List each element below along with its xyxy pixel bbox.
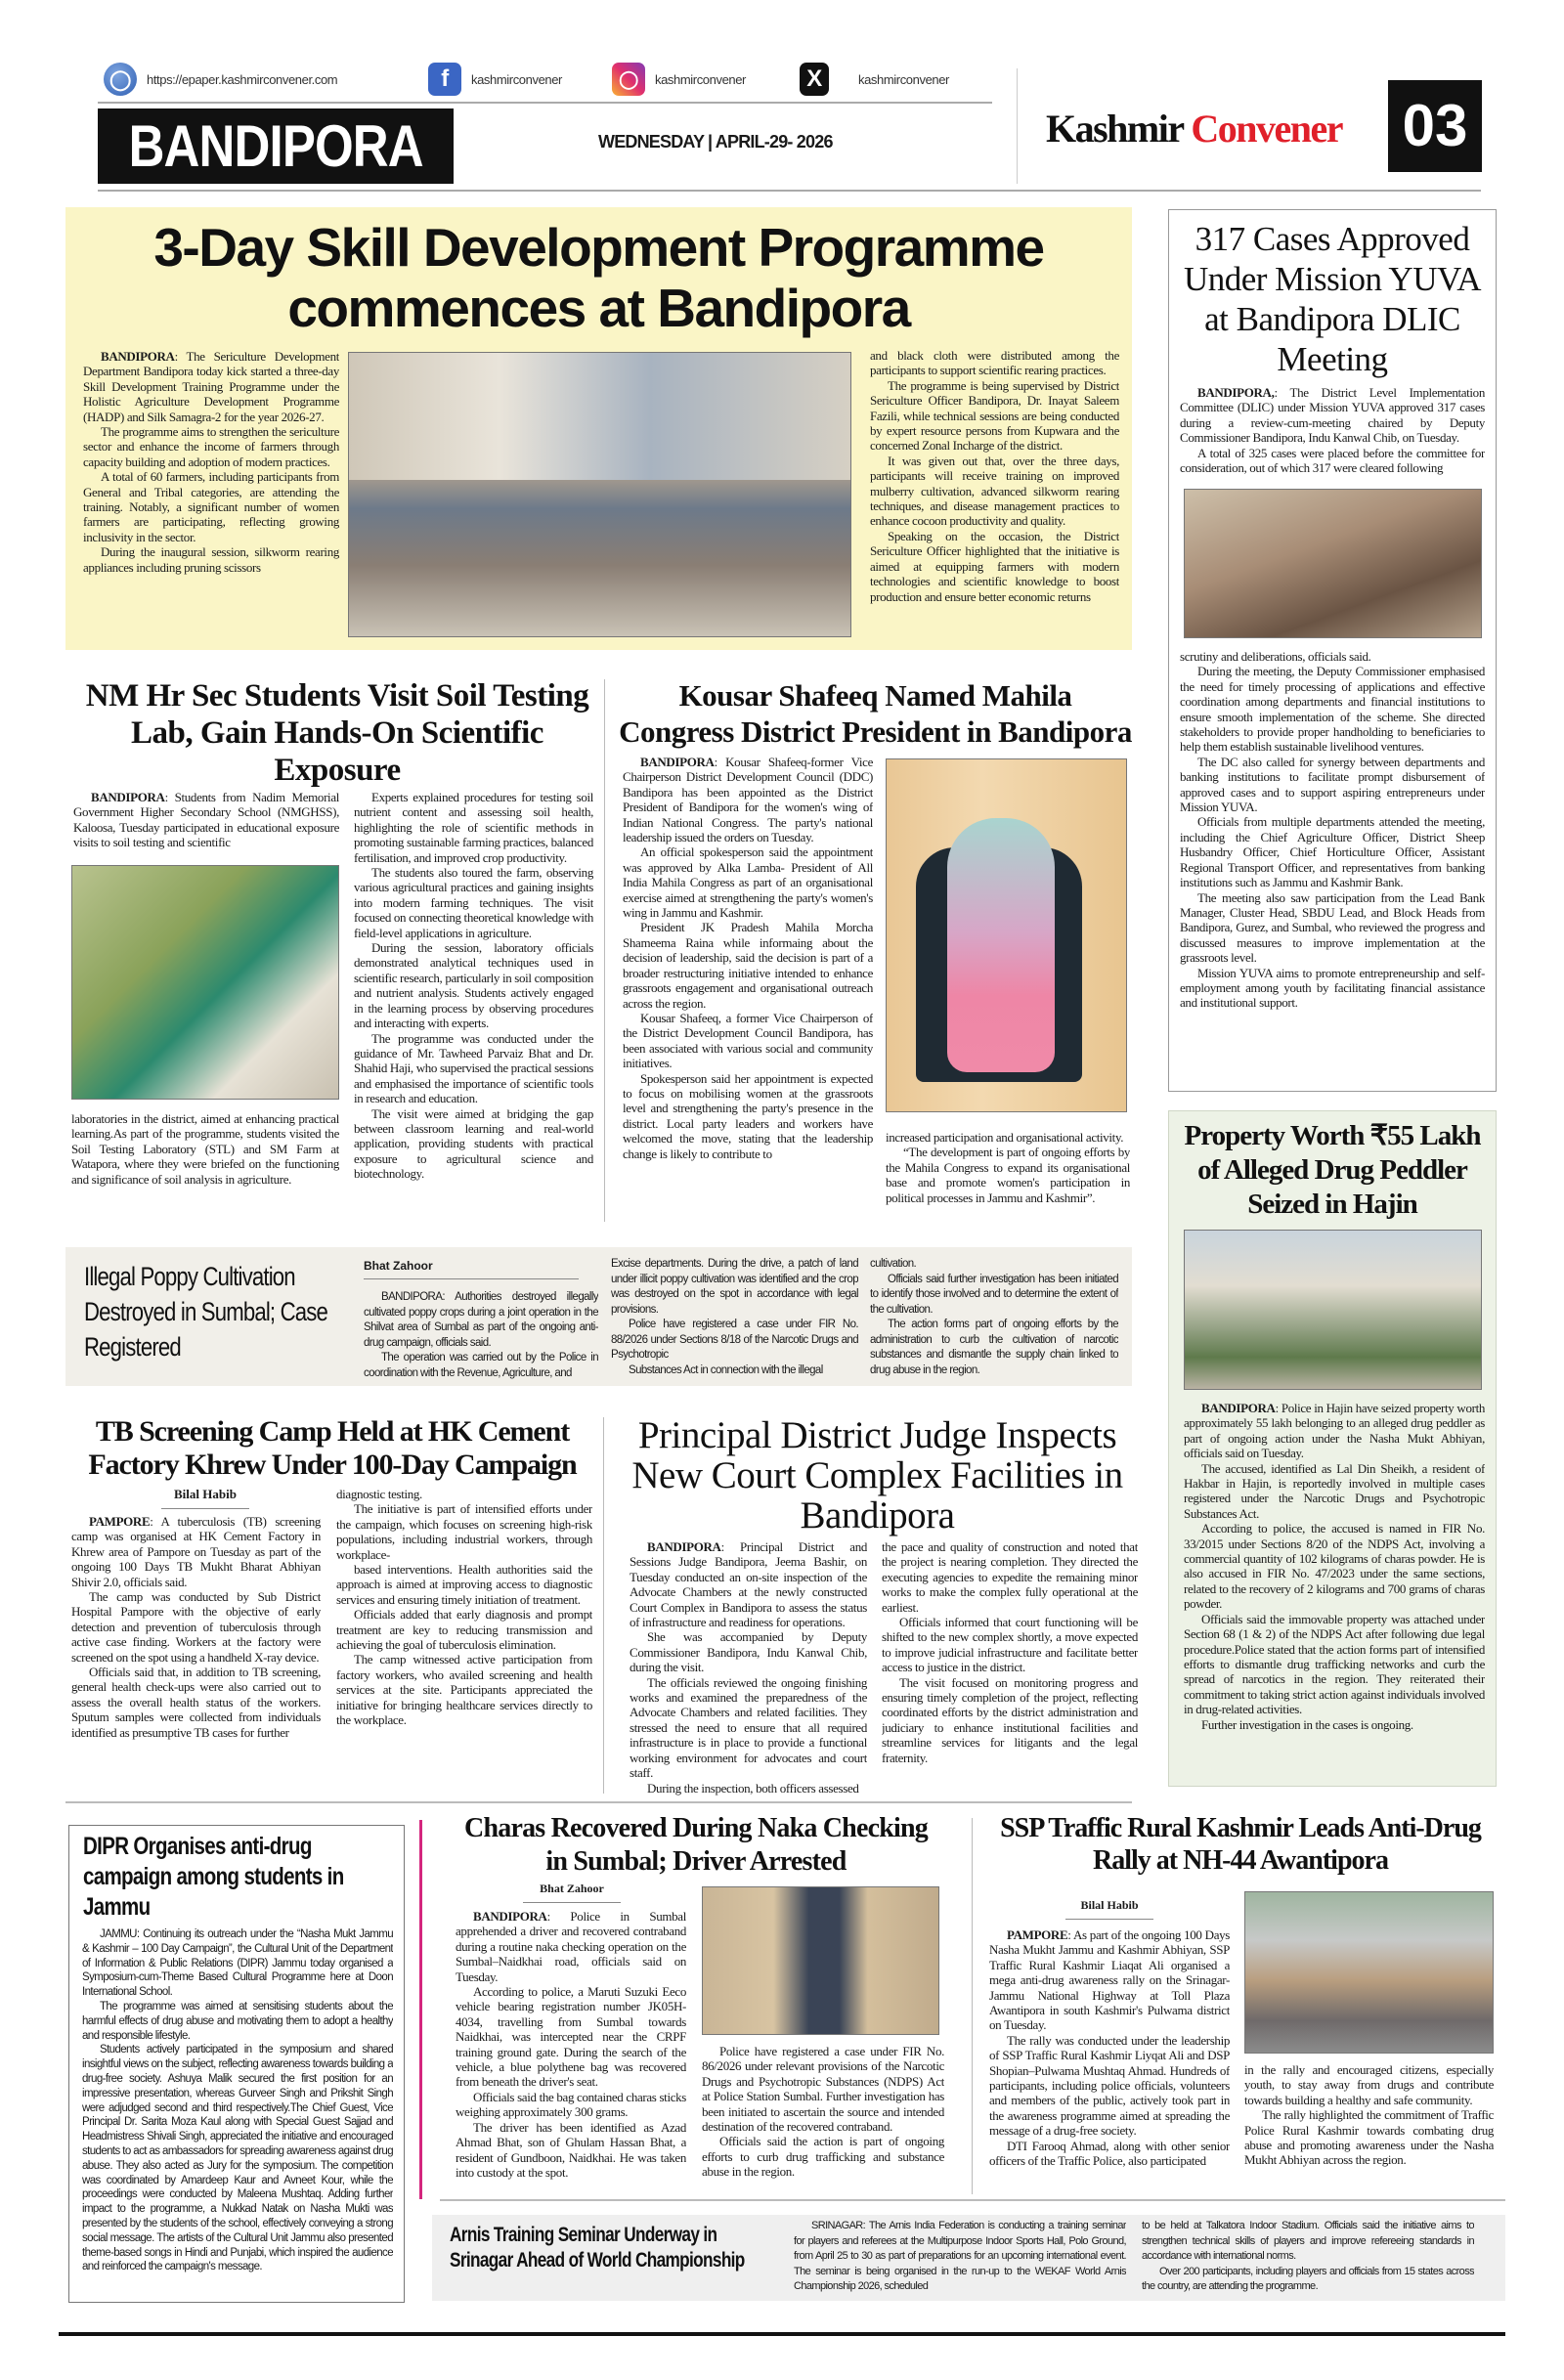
paragraph: The driver has been identified as Azad Ahmad Bhat, son of Ghulam Hassan Bhat, a resident of Gundboon, Naidkhai. He was taken into custody at the spot.: [456, 2119, 686, 2180]
paragraph: “The development is part of ongoing efforts by the Mahila Congress to expand its organisational base and promote women's participation in political processes in Jammu and Kashmir”.: [886, 1145, 1130, 1205]
judge-headline: Principal District Judge Inspects New Court Complex Facilities in Bandipora: [631, 1414, 1123, 1536]
kousar-column-1: [623, 755, 873, 1219]
kousar-column-2: [886, 1130, 1130, 1220]
paragraph: The action forms part of ongoing efforts by the administration to curb the cultivation of narcotic substances and dismantle the supply chain linked to drug abuse in the region.: [870, 1319, 1118, 1376]
paragraph: The meeting also saw participation from the Lead Bank Manager, Cluster Head, SBDU Lead, and Block Heads from Bandipora, Gurez, and Sumbal, who reviewed the progress and discussed measures to improve implementation at the grassroots level.: [1180, 889, 1485, 966]
paragraph: Experts explained procedures for testing soil nutrient content and assessing soil health, highlighting the role of scientific methods in promoting sustainable farming practices, balanced fertilisation, and improved crop productivity.: [354, 790, 593, 865]
paragraph: During the meeting, the Deputy Commissioner emphasised the need for timely processing of applications and effective coordination among departments and financial institutions to ensure smooth implementation of the scheme. She directed stakeholders to provide proper handholding to beneficiaries to help them establish sustainable livelihood ventures.: [1180, 664, 1485, 755]
rally-photo: [1244, 1891, 1494, 2054]
issue-date: WEDNESDAY | APRIL-29- 2026: [598, 132, 833, 151]
paragraph: The rally highlighted the commitment of Traffic Police Rural Kashmir towards combating drug abuse and promoting awareness under the Nasha Mukht Abhiyan across the region.: [1244, 2107, 1494, 2168]
paragraph-group: [794, 2219, 1126, 2295]
paragraph: A total of 325 cases were placed before the committee for consideration, out of which 317 were cleared following: [1180, 445, 1485, 476]
paragraph-group: [623, 844, 873, 1161]
paragraph-group: [456, 1984, 686, 2180]
tb-column-1: [71, 1514, 321, 1784]
paragraph-group: [354, 790, 593, 1182]
lead-text: : Kousar Shafeeq-former Vice Chairperson District Development Council (DDC) Bandipora has been appointed as the District President of Bandipora for the women's wing of Indian National Congress. The party's national leadership issued the orders on Tuesday.: [623, 755, 873, 845]
paragraph: Substances Act in connection with the illegal: [629, 1363, 823, 1376]
facebook-link[interactable]: [428, 63, 562, 96]
paragraph: Officials from multiple departments attended the meeting, including the Chief Agriculture Officer, District Sheep Husbandry Officer, Chief Horticulture Officer, Assistant Regional Transport Officer, and representatives from banking institutions such as Jammu and Kashmir Bank.: [1180, 814, 1485, 890]
paragraph: cultivation.: [870, 1258, 917, 1270]
paragraph-group: [630, 1629, 867, 1795]
header-vertical-divider: [1017, 68, 1018, 184]
feature-column-3: [870, 348, 1119, 641]
paragraph-group: [611, 1257, 858, 1378]
paragraph: The camp was conducted by Sub District Hospital Pampore with the objective of early detection and prevention of tuberculosis through active case finding. Workers at the factory were screened on the spot using a handheld X-ray device.: [71, 1589, 321, 1665]
paragraph-group: [1184, 1461, 1485, 1732]
lead-text: : Students from Nadim Memorial Government Higher Secondary School (NMGHSS), Kaloosa, Tuesday participated in educational exposure visits to soil testing and scientific: [73, 790, 339, 850]
lead-text: : Police in Hajin have seized property worth approximately 55 lakh belonging to an alleged drug peddler as part of ongoing action under the Nasha Mukt Abhiyan, officials said on Tuesday.: [1184, 1401, 1485, 1461]
accent-bar: [419, 1820, 422, 2199]
paragraph-group: [1180, 446, 1485, 476]
tb-byline: Bilal Habib: [161, 1487, 249, 1509]
paragraph: According to police, the accused is named in FIR No. 33/2015 under Sections 8/20 of the NDPS Act, involving a commercial quantity of 102 kilograms of charas powder. He is also accused in FIR No. 47/2023 under the same sections, related to the recovery of 2 kilograms and 700 grams of charas powder.: [1184, 1521, 1485, 1612]
arnis-column-1: [794, 2219, 1126, 2299]
officials-row: [349, 353, 850, 480]
nm-column-1a: [73, 790, 339, 863]
ssp-headline: SSP Traffic Rural Kashmir Leads Anti-Drug Rally at NH-44 Awantipora: [1000, 1813, 1481, 1876]
paragraph: Students actively participated in the symposium and shared insightful views on the subject, reflecting awareness towards building a drug-free society. Ashuya Malik secured the first position for an impressive presentation, whereas Gurveer Singh and Prikshit Singh were adjudged second and third respectively.The Chief Guest, Vice Principal Dr. Sarita Moza Kaul along with Special Guest Sajjad and Headmistress Shivali Singh, appreciated the initiative and encouraged students to act as ambassadors for spreading awareness against drug abuse. They also acted as Jury for the symposium. The competition was coordinated by Amardeep Kaur and Avneet Kour, while the proceedings were conducted by Maleena Mushtaq. Adding further impact to the programme, a Nukkad Natak on Nasha Mukti was presented by the students of the school, effectively conveying a strong social message. The artists of the Cultural Unit Jammu also presented theme-based songs in Hindi and Punjabi, which inspired the audience and reinforced the campaign's message.: [82, 2044, 393, 2273]
dateline: BANDIPORA: [91, 790, 165, 804]
seized-property-photo: [1184, 1230, 1482, 1390]
training-photo: [348, 352, 851, 637]
paragraph-group: [702, 2044, 944, 2180]
paragraph: The operation was carried out by the Police in coordination with the Revenue, Agriculture, and: [364, 1352, 598, 1379]
instagram-link[interactable]: [612, 63, 746, 96]
logo-convener: Convener: [1191, 107, 1343, 151]
feature-headline-line1: 3-Day Skill Development Programme: [153, 217, 1044, 278]
paragraph: President JK Pradesh Mahila Morcha Shameema Raina while informaing about the decision of leadership, said the decision is part of a broader restructuring initiative intended to enhance grassroots engagement and organisational outreach across the region.: [623, 920, 873, 1011]
paragraph: The visit were aimed at bridging the gap between classroom learning and real-world application, providing students with practical exposure to agricultural science and biotechnology.: [354, 1105, 593, 1182]
paragraph-group: [71, 1111, 339, 1187]
charas-column-1: [456, 1909, 686, 2192]
paragraph-group: [870, 1257, 1118, 1378]
paragraph: Excise departments. During the drive, a patch of land under illicit poppy cultivation was identified and the crop was destroyed on the spot in accordance with legal provisions.: [611, 1258, 858, 1316]
paragraph: An official spokesperson said the appointment was approved by Alka Lamba- President of All India Mahila Congress as part of an organisational exercise aimed at strengthening the party's women's wing in Jammu and Kashmir.: [623, 844, 873, 921]
paragraph-group: [886, 1130, 1130, 1205]
feature-column-1: [83, 349, 339, 642]
paragraph: Spokesperson said her appointment is expected to focus on mobilising women at the grassroots level and strengthening the party's presence in the district. Local party leaders and workers have welcomed the move, stating that the leadership change is likely to contribute to: [623, 1070, 873, 1161]
paragraph: Further investigation in the cases is ongoing.: [1201, 1716, 1413, 1732]
paragraph: laboratories in the district, aimed at enhancing practical learning.As part of the programme, students visited the Soil Testing Laboratory (STL) and SM Farm at Watapora, where they were briefed on the functioning and significance of soil analysis in agriculture.: [71, 1111, 339, 1187]
paragraph: The programme was aimed at sensitising students about the harmful effects of drug abuse and motivating them to adopt a healthy and responsible lifestyle.: [82, 2000, 393, 2042]
column-divider: [972, 1818, 973, 2194]
paragraph: Mission YUVA aims to promote entrepreneurship and self-employment among youth by facilitating financial assistance and institutional support.: [1180, 965, 1485, 1011]
feature-headline-line2: commences at Bandipora: [287, 278, 910, 338]
paragraph-group: [989, 2033, 1230, 2169]
paragraph-group: [71, 1589, 321, 1740]
charas-byline: Bhat Zahoor: [523, 1882, 621, 1903]
dlic-column-2: [1180, 649, 1485, 1084]
paragraph: Officials said the immovable property was attached under Section 68 (1 & 2) of the NDPS Act after following due legal procedure.Police stated that the action forms part of intensified efforts to dismantle drug trafficking networks and curb the spread of narcotics in the region. They reiterated their commitment to taking strict action against individuals involved in drug-related activities.: [1184, 1611, 1485, 1717]
paragraph-group: [82, 1927, 393, 2274]
section-name: BANDIPORA: [128, 113, 423, 179]
kousar-portrait-photo: [886, 758, 1127, 1112]
paragraph: The rally was conducted under the leadership of SSP Traffic Rural Kashmir Liyqat Ali and DSP Shopian–Pulwama Mushtaq Ahmad. Hundreds of participants, including police officials, volunteers and members of the public, actively took part in the awareness programme aimed at spreading the message of a drug-free society.: [989, 2032, 1230, 2139]
paragraph: Police have registered a case under FIR No. 86/2026 under relevant provisions of the Narcotic Drugs and Psychotropic Substances (NDPS) Act at Police Station Sumbal. Further investigation has been initiated to ascertain the source and intended destination of the recovered contraband.: [702, 2044, 944, 2135]
lead-text: : The District Level Implementation Committee (DLIC) under Mission YUVA approved 317 cases during a review-cum-meeting chaired by Deputy Commissioner Bandipora, Indu Kanwal Chib, on Tuesday.: [1180, 385, 1485, 446]
dateline: BANDIPORA: [640, 755, 715, 769]
poppy-column-2: [611, 1257, 858, 1384]
paragraph: diagnostic testing.: [336, 1487, 422, 1501]
paragraph: According to police, a Maruti Suzuki Eeco vehicle bearing registration number JK05H-4034, travelling from Sumbal towards Naidkhai, was intercepted near the CRPF training ground gate. During the search of the vehicle, a blue polythene bag was recovered from beneath the driver's seat.: [456, 1984, 686, 2090]
kousar-headline: Kousar Shafeeq Named Mahila Congress District President in Bandipora: [619, 678, 1132, 749]
dateline: PAMPORE: [1007, 1927, 1068, 1942]
person-shape: [947, 818, 1055, 1072]
paragraph: The visit focused on monitoring progress and ensuring timely completion of the project, reflecting coordinated efforts by the district administration and judiciary to enhance institutional facilities and streamline services for litigants and the legal fraternity.: [882, 1674, 1138, 1765]
ssp-byline: Bilal Habib: [1065, 1898, 1153, 1920]
paragraph-group: [1142, 2219, 1474, 2295]
poppy-column-3: [870, 1257, 1118, 1384]
section-divider: [440, 2199, 1505, 2201]
paragraph: The students also toured the farm, observing various agricultural practices and gaining insights into modern farming techniques. The visit focused on connecting theoretical knowledge with field-level applications in agriculture.: [354, 865, 593, 940]
facebook-icon: f: [428, 63, 461, 96]
paragraph: Officials said that, in addition to TB screening, general health check-ups were also carried out to assess the overall health status of the workers. Sputum samples were collected from individuals identified as presumptive TB cases for further: [71, 1665, 321, 1740]
paragraph: Officials said further investigation has been initiated to identify those involved and to determine the extent of the cultivation.: [870, 1273, 1118, 1316]
paragraph: The accused, identified as Lal Din Sheikh, a resident of Hakbar in Hajin, is reportedly involved in multiple cases registered under the Narcotic Drugs and Psychotropic Substances Act.: [1184, 1460, 1485, 1521]
paragraph: Over 200 participants, including players and officials from 15 states across the country, are attending the programme.: [1142, 2265, 1474, 2292]
poppy-column-1: [364, 1290, 598, 1383]
dipr-column: [82, 1927, 393, 2297]
dateline: BANDIPORA: [1201, 1401, 1276, 1415]
poppy-byline: Bhat Zahoor: [364, 1259, 579, 1279]
dipr-headline: DIPR Organises anti-drug campaign among students in Jammu: [83, 1833, 344, 1921]
paragraph: Officials said the action is part of ongoing efforts to curb drug trafficking and substance abuse in the region.: [702, 2134, 944, 2180]
lead-text: : As part of the ongoing 100 Days Nasha Mukht Jammu and Kashmir Abhiyan, SSP Traffic Rural Kashmir Liaqat Ali organised a mega anti-drug awareness rally on the Srinagar-Jammu National Highway at Toll Plaza Awantipora in south Kashmir's Pulwama district on Tuesday.: [989, 1927, 1230, 2033]
header-bottom-rule: [98, 190, 1481, 192]
x-link[interactable]: [800, 63, 949, 96]
charas-headline: Charas Recovered During Naka Checking in Sumbal; Driver Arrested: [464, 1813, 928, 1877]
paragraph: increased participation and organisational activity.: [886, 1130, 1124, 1145]
lead-text: : Principal District and Sessions Judge Bandipora, Jeema Bashir, on Tuesday conducted an on-site inspection of the Advocate Chambers at the newly constructed Court Complex in Bandipora to assess the status of infrastructure and readiness for operations.: [630, 1539, 867, 1630]
page-number: 03: [1388, 80, 1482, 172]
dlic-column-1: [1180, 385, 1485, 483]
section-label: [98, 108, 454, 184]
header-divider: [98, 102, 992, 104]
facebook-handle: kashmirconvener: [471, 71, 562, 87]
paragraph: in the rally and encouraged citizens, especially youth, to stay away from drugs and contribute towards building a healthy and safe community.: [1244, 2062, 1494, 2107]
dateline: PAMPORE: [89, 1514, 151, 1529]
dateline: BANDIPORA,: [1197, 385, 1275, 400]
dateline: BANDIPORA: [101, 349, 175, 364]
lead-text: : The Sericulture Development Department Bandipora today kick started a three-day Skill Development Training Programme under the Holistic Agriculture Development Programme (HADP) and Silk Samagra-2 for the year 2026-27.: [83, 349, 339, 424]
dlic-meeting-photo: [1184, 489, 1482, 638]
paragraph-group: [1180, 649, 1485, 1011]
poppy-headline: Illegal Poppy Cultivation Destroyed in Sumbal; Case Registered: [84, 1262, 327, 1362]
paragraph: She was accompanied by Deputy Commissioner Bandipora, Indu Kanwal Chib, during the visit.: [630, 1629, 867, 1675]
arrest-photo: [702, 1886, 939, 2035]
lead-text: : A tuberculosis (TB) screening camp was organised at HK Cement Factory in Khrew area of Pampore on Tuesday as part of the ongoing 100 Days TB Mukht Bharat Abhiyan Shivir 2.0, officials said.: [71, 1514, 321, 1589]
paragraph: The programme is being supervised by District Sericulture Officer Bandipora, Dr. Inayat Saleem Fazili, while technical sessions are being conducted by expert resource persons from Kupwara and the concerned Zonal Incharge of the district.: [870, 377, 1119, 454]
website-link[interactable]: [104, 63, 337, 96]
column-divider: [603, 1417, 604, 1794]
instagram-handle: kashmirconvener: [655, 71, 746, 87]
paragraph: BANDIPORA: Authorities destroyed illegally cultivated poppy crops during a joint operation in the Shilvat area of Sumbal as part of the ongoing anti-drug campaign, officials said.: [364, 1291, 598, 1349]
x-icon: X: [800, 63, 829, 96]
tb-headline: TB Screening Camp Held at HK Cement Factory Khrew Under 100-Day Campaign: [88, 1415, 577, 1481]
paragraph: Officials informed that court functioning will be shifted to the new complex shortly, a move expected to improve judicial infrastructure and facilitate better access to justice in the district.: [882, 1615, 1138, 1675]
tb-column-2: [336, 1487, 592, 1784]
paragraph: to be held at Talkatora Indoor Stadium. Officials said the initiative aims to strengthen technical skills of players and improve refereeing standards in accordance with international norms.: [1142, 2220, 1474, 2262]
website-url: https://epaper.kashmirconvener.com: [147, 71, 338, 87]
x-handle: kashmirconvener: [858, 71, 949, 87]
instagram-icon: ◯: [612, 63, 645, 96]
paragraph: During the inaugural session, silkworm rearing appliances including pruning scissors: [83, 544, 339, 575]
nm-column-1b: [71, 1111, 339, 1219]
property-headline: Property Worth ₹55 Lakh of Alleged Drug Peddler Seized in Hajin: [1184, 1120, 1481, 1220]
lead-text: : Police in Sumbal apprehended a driver and recovered contraband during a routine naka checking operation on the Sumbal–Naidkhai road, officials said on Tuesday.: [456, 1909, 686, 1984]
newspaper-logo: [1046, 106, 1342, 151]
paragraph: Officials added that early diagnosis and prompt treatment are key to reducing transmission and achieving the goal of tuberculosis elimination.: [336, 1607, 592, 1653]
arnis-column-2: [1142, 2219, 1474, 2299]
paragraph-group: [1244, 2062, 1494, 2168]
paragraph: Officials said the bag contained charas sticks weighing approximately 300 grams.: [456, 2089, 686, 2120]
judge-column-1: [630, 1539, 867, 1796]
soil-lab-photo: [71, 865, 339, 1100]
paragraph: The programme aims to strengthen the sericulture sector and enhance the income of farmers through capacity building and adoption of modern practices.: [83, 424, 339, 469]
paragraph: During the session, laboratory officials demonstrated analytical techniques used in scientific research, particularly in soil composition and nutrient analysis. Students actively engaged in the learning process by observing procedures and interacting with experts.: [354, 940, 593, 1031]
paragraph: DTI Farooq Ahmad, along with other senior officers of the Traffic Police, also participated: [989, 2138, 1230, 2169]
dateline: BANDIPORA: [473, 1909, 547, 1924]
property-column: [1184, 1401, 1485, 1782]
paragraph: the pace and quality of construction and noted that the project is nearing completion. They directed the executing agencies to expedite the remaining minor works to make the complex fully operational at the earliest.: [882, 1539, 1138, 1615]
paragraph: based interventions. Health authorities said the approach is aimed at improving access to diagnostic services and ensuring timely initiation of treatment.: [336, 1562, 592, 1607]
paragraph-group: [364, 1290, 598, 1381]
paragraph: The initiative is part of intensified efforts under the campaign, which focuses on screening high-risk populations, including industrial workers, through workplace-: [336, 1501, 592, 1562]
paragraph: SRINAGAR: The Arnis India Federation is conducting a training seminar for players and referees at the Multipurpose Indoor Sports Hall, Polo Ground, from April 25 to 30 as part of preparations for an upcoming international event. The seminar is being organised in the run-up to the WEKAF World Arnis Championship 2026, scheduled: [794, 2220, 1126, 2292]
judge-column-2: [882, 1539, 1138, 1796]
paragraph: Police have registered a case under FIR No. 88/2026 under Sections 8/18 of the Narcotic Drugs and Psychotropic: [611, 1319, 858, 1361]
paragraph: The programme was conducted under the guidance of Mr. Tawheed Parvaiz Bhat and Dr. Shahid Haji, who supervised the practical sessions and emphasised the importance of scientific tools in research and education.: [354, 1030, 593, 1106]
lead-paragraph: [83, 349, 339, 424]
column-divider: [604, 679, 605, 1222]
paragraph: Speaking on the occasion, the District Sericulture Officer highlighted that the initiative is aimed at equipping farmers with modern technologies and scientific knowledge to boost production and ensure better economic returns: [870, 528, 1119, 604]
paragraph: The camp witnessed active participation from factory workers, who availed screening and health services at the site. Participants appreciated the initiative for bringing healthcare services directly to the workplace.: [336, 1652, 592, 1728]
nm-column-2: [354, 790, 593, 1220]
paragraph: The officials reviewed the ongoing finishing works and examined the preparedness of the Advocate Chambers and related facilities. They stressed the need to ensure that all required infrastructure is in place to provide a functional working environment for advocates and court staff.: [630, 1674, 867, 1781]
paragraph: and black cloth were distributed among the participants to support scientific rearing practices.: [870, 348, 1119, 378]
ssp-column-1: [989, 1927, 1230, 2191]
page-bottom-rule: [59, 2332, 1505, 2336]
arnis-headline: Arnis Training Seminar Underway in Srinagar Ahead of World Championship: [450, 2224, 745, 2272]
logo-kashmir: Kashmir: [1046, 107, 1183, 151]
paragraph-group: [83, 424, 339, 575]
paragraph: scrutiny and deliberations, officials said.: [1180, 649, 1371, 664]
dlic-headline: 317 Cases Approved Under Mission YUVA at Bandipora DLIC Meeting: [1183, 220, 1482, 378]
charas-column-2: [702, 2044, 944, 2190]
paragraph-group: [870, 348, 1119, 604]
paragraph-group: [336, 1487, 592, 1728]
paragraph: It was given out that, over the three days, participants will receive training on improved mulberry cultivation, advanced silkworm rearing techniques, and disease management practices to enhance cocoon productivity and quality.: [870, 453, 1119, 529]
dateline: BANDIPORA: [647, 1539, 721, 1554]
paragraph: Kousar Shafeeq, a former Vice Chairperson of the District Development Council Bandipora, has been associated with various social and community initiatives.: [623, 1010, 873, 1071]
section-divider: [65, 1801, 1132, 1803]
globe-icon: ◯: [104, 63, 137, 96]
paragraph: The DC also called for synergy between departments and banking institutions to facilitate prompt disbursement of approved cases and to support aspiring entrepreneurs under Mission YUVA.: [1180, 754, 1485, 815]
paragraph: A total of 60 farmers, including participants from General and Tribal categories, are attending the training. Notably, a significant number of women farmers are participating, reflecting growing inclusivity in the sector.: [83, 469, 339, 544]
feature-headline: [65, 217, 1132, 338]
paragraph-group: [882, 1539, 1138, 1765]
paragraph: JAMMU: Continuing its outreach under the “Nasha Mukt Jammu & Kashmir – 100 Day Campaign”, the Cultural Unit of the Department of Information & Public Relations (DIPR) Jammu today organised a Symposium-cum-Theme Based Cultural Programme here at Doon International School.: [82, 1928, 393, 1999]
nm-headline: NM Hr Sec Students Visit Soil Testing Lab, Gain Hands-On Scientific Exposure: [85, 678, 589, 788]
ssp-column-2: [1244, 2062, 1494, 2191]
paragraph: During the inspection, both officers assessed: [647, 1780, 859, 1796]
